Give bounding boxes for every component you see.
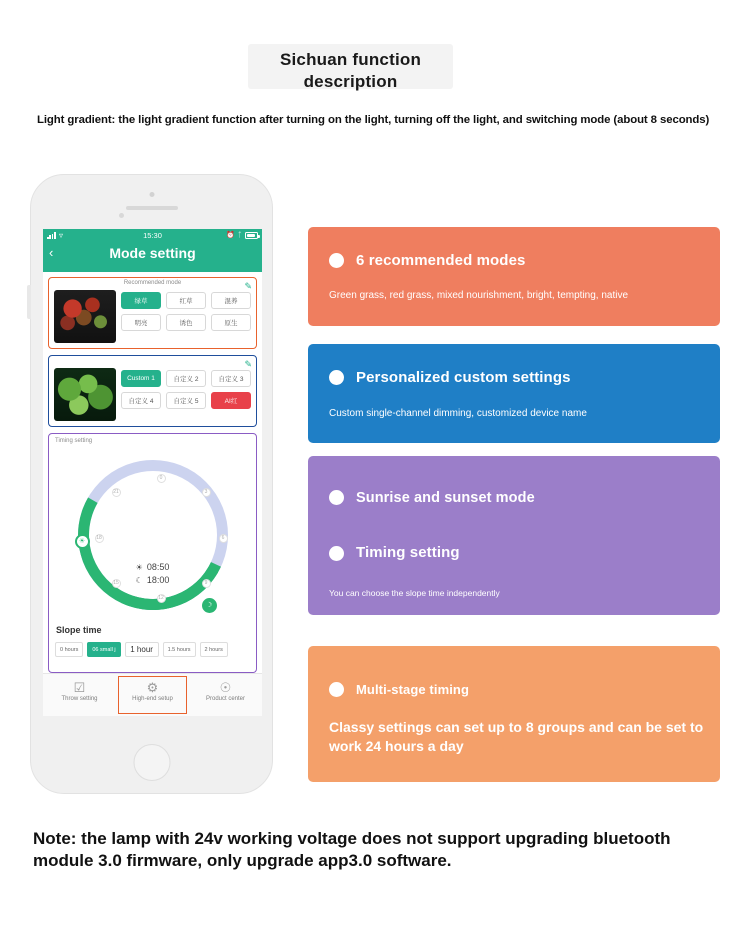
panel-body: Green grass, red grass, mixed nourishment, bright, tempting, native [329,290,629,301]
panel-title-secondary: Timing setting [356,544,460,561]
custom-chip-ai[interactable]: AI红 [211,392,251,409]
panel-body: Custom single-channel dimming, customized device name [329,408,587,419]
page-subtitle: Light gradient: the light gradient function after turning on the light, turning off the light, and switching mode (about 8 seconds) [37,114,710,126]
custom-chip[interactable]: 自定义 4 [121,392,161,409]
tab-label: High-end setup [132,696,173,702]
clock-tick: 3 [202,488,211,497]
app-tab-bar [43,673,262,716]
tab-label: Throw setting [61,696,98,702]
tab-throw-setting[interactable] [43,674,116,716]
slope-option[interactable]: 2 hours [200,642,228,657]
bullet-icon [329,490,344,505]
battery-icon [245,232,258,239]
gear-icon: ⚙ [146,680,159,695]
custom-chip[interactable]: Custom 1 [121,370,161,387]
tab-label: Product center [205,696,246,702]
clock-tick: 21 [113,489,119,495]
back-chevron-icon[interactable]: ‹ [49,245,54,260]
app-title: Mode setting [109,245,196,261]
sunrise-time: 08:50 [146,562,170,572]
custom-chip[interactable]: 自定义 5 [166,392,206,409]
timing-clock-dial[interactable] [78,460,228,610]
custom-chip[interactable]: 自定义 2 [166,370,206,387]
slope-option[interactable]: 0 hours [55,642,83,657]
product-icon: ☉ [219,680,232,695]
clock-tick: 6 [219,534,228,543]
panel-title: Sunrise and sunset mode [356,490,535,506]
feature-panel-recommended-modes [308,227,720,326]
sunset-handle[interactable]: ☽ [202,598,217,613]
phone-mockup [30,174,273,794]
sunrise-time-row [108,562,198,572]
custom-chip[interactable]: 自定义 3 [211,370,251,387]
clock-tick: 0 [157,474,166,483]
green-grass-thumbnail [54,368,116,421]
slope-option[interactable]: 1 hour [125,642,159,657]
panel-body: Classy settings can set up to 8 groups and can be set to work 24 hours a day [329,719,704,754]
feature-panel-custom-settings [308,344,720,443]
phone-sensor-dot [149,192,154,197]
phone-screen [43,229,262,716]
recommended-mode-label: Recommended mode [123,280,182,286]
red-plant-thumbnail [54,290,116,343]
clock-tick: 15 [113,580,119,586]
feature-panel-sunrise-timing [308,456,720,615]
status-bar-right [226,229,258,242]
mode-chip[interactable]: 明亮 [121,314,161,331]
feature-panel-multi-stage-timing [308,646,720,782]
timing-setting-card [48,433,257,673]
panel-title: 6 recommended modes [356,252,526,269]
slope-time-title: Slope time [56,625,102,635]
status-bar [43,229,262,242]
mode-chip[interactable]: 混养 [211,292,251,309]
pencil-icon[interactable]: ✎ [244,359,252,369]
phone-speaker [126,206,178,210]
panel-body: You can choose the slope time independently [329,588,500,598]
clock-tick: 9 [202,579,211,588]
sunset-icon: ☾ [135,575,143,585]
status-bar-time: 15:30 [143,231,162,240]
sunset-time-row [108,575,198,585]
tab-high-end-setup[interactable] [116,674,189,716]
bullet-icon [329,546,344,561]
bullet-icon [329,682,344,697]
recommended-mode-chip-grid [121,292,251,331]
clock-time-values [108,559,198,588]
footer-note: Note: the lamp with 24v working voltage does not support upgrading bluetooth module 3.0 firmware, only upgrade app3.0 software. [33,829,671,870]
wifi-icon: ▿ [59,231,64,240]
clock-tick: 18 [96,535,102,541]
sunrise-handle[interactable]: ☀ [75,534,90,549]
mode-chip[interactable]: 绿草 [121,292,161,309]
panel-title: Multi-stage timing [356,682,470,697]
phone-side-button [27,285,31,319]
alarm-icon: ⏰ [226,232,235,239]
title-background [248,44,453,89]
sunset-time: 18:00 [146,575,170,585]
bullet-icon [329,370,344,385]
page-title: Sichuan function description [279,50,422,91]
mode-chip[interactable]: 诱色 [166,314,206,331]
custom-mode-card [48,355,257,427]
sunrise-icon: ☀ [135,562,143,572]
slope-option[interactable]: 06 small j [87,642,120,657]
bullet-icon [329,253,344,268]
throw-icon: ☑ [73,680,86,695]
slope-time-options [55,642,228,657]
recommended-mode-card [48,277,257,349]
pencil-icon[interactable]: ✎ [244,281,252,291]
custom-mode-chip-grid [121,370,251,409]
app-nav-bar [43,242,262,272]
timing-setting-label: Timing setting [55,438,93,444]
phone-camera [119,213,124,218]
panel-title: Personalized custom settings [356,369,571,386]
mode-chip[interactable]: 原生 [211,314,251,331]
phone-home-button[interactable] [133,744,170,781]
tab-product-center[interactable] [189,674,262,716]
bluetooth-icon: ᛏ [237,232,242,239]
slope-option[interactable]: 1.5 hours [163,642,196,657]
clock-tick: 12 [158,595,164,601]
mode-chip[interactable]: 红草 [166,292,206,309]
